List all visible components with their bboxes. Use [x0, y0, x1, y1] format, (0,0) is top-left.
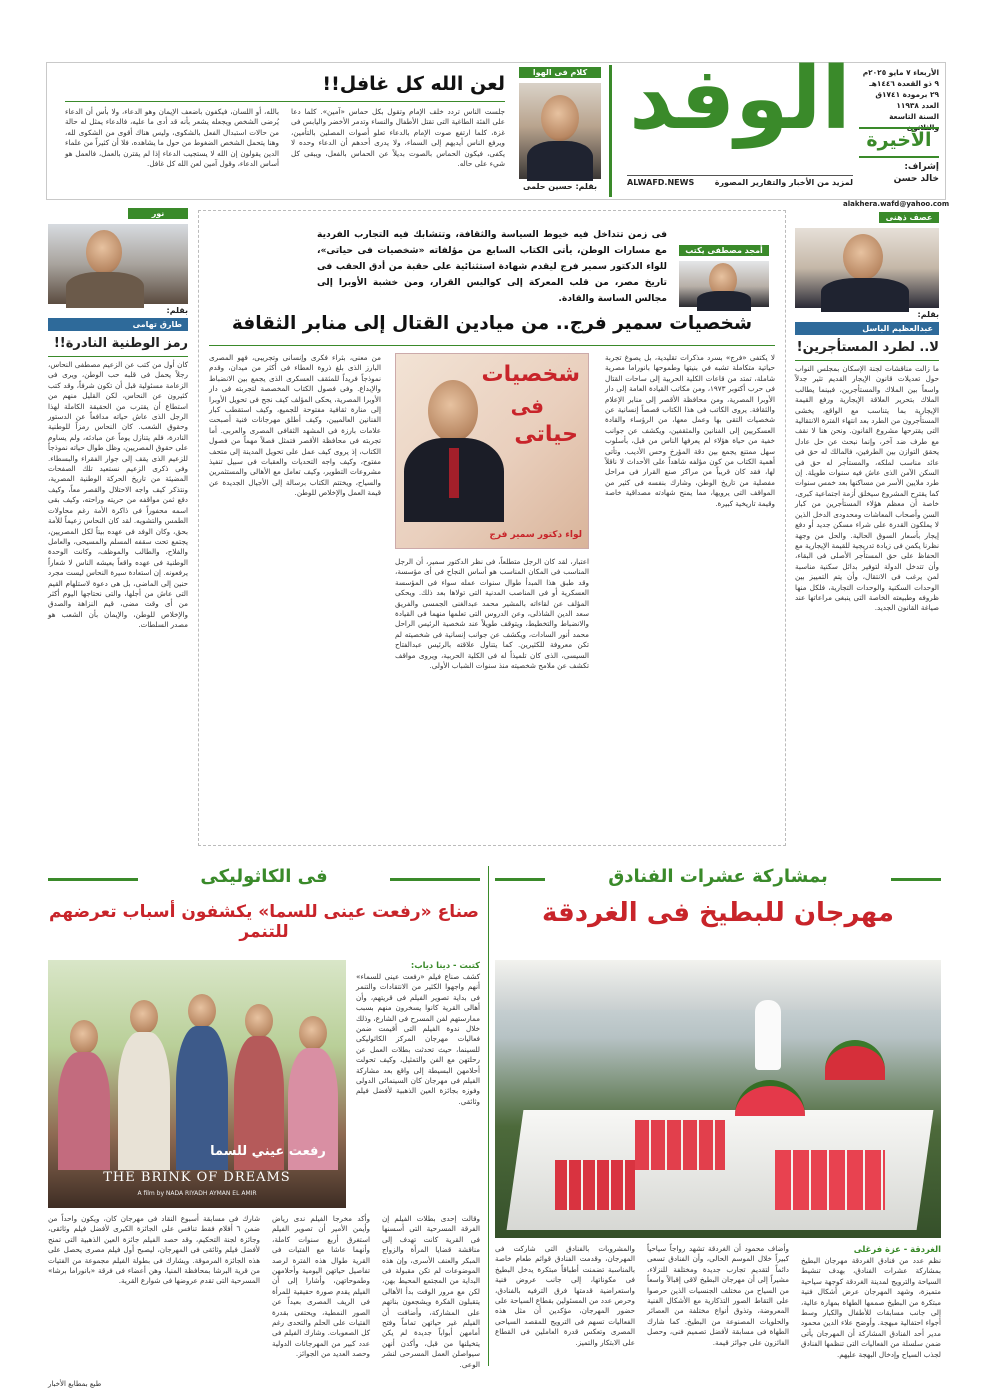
- poster-girl-1-body: [58, 1052, 110, 1170]
- bottom-right-headline: مهرجان للبطيخ فى الغردقة: [542, 898, 894, 928]
- photo-melon-3: [635, 1120, 725, 1170]
- poster-girl-1: [58, 1020, 110, 1170]
- left-column-title-rule: [48, 356, 188, 357]
- photo-melon-4: [555, 1160, 635, 1210]
- left-opinion-column: [48, 208, 188, 848]
- poster-girl-2: [118, 1000, 170, 1170]
- right-column-title-rule: [795, 360, 939, 361]
- center-author-suit: [697, 291, 751, 311]
- left-author-suit: [66, 272, 144, 308]
- masthead-info: [859, 67, 939, 133]
- poster-title-en: THE BRINK OF DREAMS: [103, 1170, 291, 1185]
- supervision-label: إشراف:: [904, 162, 939, 172]
- book-author-name: لواء دكتور سمير فرج: [489, 530, 582, 540]
- author-suit: [527, 141, 593, 181]
- center-article: [198, 210, 786, 846]
- top-column-tag: كلام فى الهوا: [519, 67, 601, 78]
- book-author-tie: [449, 448, 459, 498]
- left-column-byline-label: بقلم:: [166, 306, 188, 315]
- date-line-3: ٢٩ برمودة ١٧٤١ق: [875, 90, 939, 99]
- right-column-title: لا.. لطرد المستأجرين!: [796, 340, 939, 355]
- bottom-left-headline: صناع «رفعت عينى للسما» يكشفون أسباب تعرضهم للتنمر: [49, 902, 479, 942]
- bottom-left-kicker-rule-b: [48, 878, 138, 881]
- book-author-face: [428, 380, 478, 442]
- top-column-title-rule: [65, 101, 505, 102]
- masthead-slogan-bar: [627, 175, 853, 189]
- left-column-author: طارق تهامى: [48, 318, 188, 331]
- center-article-tag: أمجد مصطفى يكتب: [679, 245, 769, 256]
- right-author-suit: [821, 278, 909, 312]
- bottom-left-dateline: كتبت - دينا دياب:: [410, 960, 480, 970]
- masthead-info-rule-2: [859, 156, 939, 158]
- year-label: السنة التاسعة: [889, 112, 939, 121]
- slogan-text: لمزيد من الأخبار والتقارير المصورة: [714, 178, 853, 187]
- bottom-right-kicker: بمشاركة عشرات الفنادق: [608, 866, 828, 887]
- bottom-right-col-3: والمشروبات بالفنادق التى شاركت فى المهرجان، وقدمت الفنادق قوائم طعام خاصة بالمناسبة تضمنت أطباقاً مبتكرة يدخل البطيخ فى مكوناتها، إلى جانب عروض فنية واستعراضية قدمتها فرق الترفيه بالفنادق، وحرص عدد من المسئولين بقطاع السياحة على حضور المهرجان، مؤكدين أن مثل هذه الفعاليات تسهم فى الترويج للمقصد السياحى المصرى وتعكس قدرة العاملين فى القطاع على الابتكار والتميز.: [495, 1244, 635, 1347]
- right-column-author: عبدالعظيم الباسل: [795, 322, 939, 335]
- bottom-left-col-2: وقالت إحدى بطلات الفيلم إن الفرقة المسرحية التى أسسنها فى القرية كانت تهدف إلى مناقشة قضايا المرأة والزواج المبكر والعنف الأسرى، وإن هذه الموضوعات لم تكن مقبولة فى البداية من المجتمع المحيط بهن، لكن مع مرور الوقت بدأ الأهالى يتقبلون الفكرة ويشجعون بناتهم على المشاركة، وأضافت أن الفيلم غير حياتهن تماماً وفتح أمامهن أبواباً جديدة لم يكن يتخيلنها من قبل، وأكدن أنهن سيواصلن العمل المسرحى لنشر الوعى.: [382, 1214, 480, 1369]
- poster-girl-3-face: [188, 994, 216, 1028]
- left-column-body: كان أول من كتب عن الزعيم مصطفى النحاس، رجلاً يحمل فى قلبه حب الوطن، ويرى فى الزعامة مسئولية قبل أن تكون شرفاً، وقد كتب كثيرون عن النحاس، لكن القليل منهم من استطاع أن يقترب من الحقيقة الكاملة لهذا الرجل الذى عاش حياته مدافعاً عن الدستور وحقوق الشعب. كان النحاس رمزاً للوطنية النادرة، فلم يتنازل يوماً عن مبادئه، ولم يساوم على حقوق المصريين، وظل طوال حياته نموذجاً للزعيم الذى يقف إلى جوار الفقراء والبسطاء. وفى ذكرى الزعيم نستعيد تلك الصفحات المضيئة من تاريخ الحركة الوطنية المصرية، ونتذكر كيف واجه الاحتلال والقصر معاً، وكيف دفع ثمن مواقفه من حريته وراحته، وكيف بقى اسمه محفوراً فى ذاكرة الأمة رغم محاولات الطمس والتشويه. لقد كان النحاس زعيماً للأمة بحق، وكان الوفد فى عهده بيتاً لكل المصريين، يجتمع تحت سقفه المسلم والمسيحى، والعامل والفلاح، والطالب والموظف، وكانت الوحدة الوطنية فى عهده واقعاً يعيشه الناس لا شعاراً يرفعونه. إن استعادة سيرة النحاس ليست مجرد حنين إلى الماضى، بل هى دعوة لاستلهام القيم التى عاش من أجلها، والتى نحتاجها اليوم أكثر من أى وقت مضى، قيم النزاهة والصدق والإخلاص للوطن، والإيمان بأن الشعب هو مصدر السلطات.: [48, 360, 188, 630]
- left-column-title: رمز الوطنية النادرة!!: [53, 336, 188, 351]
- issue-number: العدد ١١٩٣٨: [896, 101, 939, 110]
- supervision: [859, 161, 939, 185]
- top-column-body-1: جلست الناس تردد خلف الإمام وتقول بكل حماس «آمين». كلما دعا على الفئة الطاغية التى تقتل الأطفال والنساء وتدمر الأخضر واليابس فى غزة، كلما ارتفع صوت الإمام بالدعاء تعلو أصوات المصلين بالتأمين، ويرفع الناس أيديهم إلى السماء، ولا يدرى أحدهم أن الدعاء وحده لا يكفى، فيكون الحماس بالصوت بديلاً عن الحماس بالفعل، ويبقى كل شيء على حاله.: [291, 107, 505, 169]
- top-column-body-2: بالله، أو اللسان، فيكفون باضعف الإيمان وهو الدعاء، ولا بأس أن الدعاء يُرضى الشخص ويجعله يشعر بأنه قد أدى ما عليه، فالدعاء يمثل له حالة من حالات استبدال الفعل بالشكوى، وليس هناك أقوى من الشكوى لله، وهنا يتحمل الشخص الضغوط من حول ما يشاهده، فلا أن كثيراً من علماء الدين يقولون إن الله لا يستجيب الدعاء إذا لم يقترن بالعمل، فالعمل هو أساس الدعاء، وقول آمين لعن الله كل غافل.: [65, 107, 279, 169]
- top-column-separator: [609, 65, 612, 197]
- date-line-2: ٩ ذو القعدة ١٤٤٦هـ: [869, 79, 939, 88]
- top-column-byline: بقلم: حسين حلمى: [523, 182, 597, 191]
- poster-girl-1-face: [70, 1020, 98, 1054]
- supervisor-name: خالد حسن: [893, 174, 939, 184]
- top-column-author-photo: [519, 83, 601, 179]
- book-cover: [395, 353, 589, 549]
- bottom-right-kicker-rule-a: [891, 878, 941, 881]
- masthead-band: [46, 49, 946, 200]
- center-article-author-photo: [679, 261, 769, 307]
- book-author-portrait: [404, 372, 504, 522]
- poster-girl-2-face: [130, 1000, 158, 1034]
- photo-tent-roof: [495, 960, 941, 1010]
- right-author-face: [843, 234, 883, 280]
- website-text[interactable]: ALWAFD.NEWS: [627, 178, 695, 187]
- top-column-title: لعن الله كل غافل!!: [322, 73, 505, 95]
- bottom-right-col-1: نظم عدد من فنادق الغردقة مهرجان البطيخ بمشاركة عشرات الفنادق، بهدف تنشيط السياحة والترويج لمدينة الغردقة كوجهة سياحية متميزة، وشهد المهرجان عرض أشكال فنية مبتكرة من البطيخ صممها الطهاة بمهارة عالية، إلى جانب مسابقات للأطفال والكبار وسط أجواء احتفالية مبهجة. وأوضح علاء الدين محمود مدير أحد الفنادق المشاركة أن المهرجان يأتى ضمن سلسلة من الفعاليات التى تنظمها الفنادق لجذب السياح وإدخال البهجة عليهم.: [801, 1256, 941, 1359]
- right-column-author-photo: [795, 228, 939, 308]
- photo-chef: [755, 1000, 781, 1070]
- bottom-right-kicker-rule-b: [495, 878, 545, 881]
- watermelon-festival-photo: [495, 960, 941, 1238]
- bottom-left-col-4: شارك فى مسابقة أسبوع النقاد فى مهرجان كان، ويكون واحداً من ضمن ٦ أفلام فقط تنافس على الجائزة الكبرى لأفضل فيلم وثائقى، وجائزة لجنة التحكيم، وقد حصد الفيلم جائزة العين الذهبية التى تمنح لأفضل فيلم وثائقى فى المهرجان، ليصبح أول فيلم مصرى يحصل على هذه الجائزة المرموقة. ويشارك فى بطولة الفيلم مجموعة من الفتيات من قرية البرشا بمحافظة المنيا، وهن أعضاء فى فرقة «بانوراما برشا» المسرحية التى تقدم عروضها فى شوارع القرية.: [48, 1214, 260, 1286]
- book-title-3: حياتى: [514, 422, 578, 447]
- right-column-byline-label: بقلم:: [917, 310, 939, 319]
- center-article-col-1: لا يكتفى «فرج» بسرد مذكرات تقليدية، بل يصوغ تجربة حياتية متكاملة تشبه في بنيتها وطموحها بانوراما مصرية شاملة، تمتد من قاعات الكلية الحربية إلى ساحات القتال فى حرب أكتوبر ١٩٧٣، ومن مكاتب القيادة العامة إلى دار الأوبرا المصرية، ومن محافظة الأقصر إلى منابر الإعلام والثقافة. يروى الكاتب فى هذا الكتاب قصصاً إنسانية عن شخصيات التقى بها وعمل معها، من الرؤساء والقادة العسكريين إلى الفنانين والمثقفين، ويكشف عن جوانب خفية من حياة هؤلاء لم يعرفها الناس من قبل، بأسلوب سهل ممتنع يجمع بين دقة المؤرخ وحس الأديب. وتأتى أهمية الكتاب من كون مؤلفه شاهداً على الأحداث لا ناقلاً لها، فقد كان قريباً من مراكز صنع القرار فى مراحل مفصلية من تاريخ الوطن، وشارك بنفسه فى كثير من المواقف التى يرويها، مما يمنح شهادته مصداقية خاصة وقيمة تاريخية كبيرة.: [605, 353, 775, 508]
- section-name: الأخيرة: [866, 129, 932, 151]
- bottom-left-kicker-rule-a: [390, 878, 480, 881]
- poster-girl-2-body: [118, 1032, 170, 1170]
- footer-printer: طبع بمطابع الأخبار: [48, 1380, 102, 1388]
- center-article-headline-rule: [209, 345, 775, 346]
- newspaper-logo: الوفد: [629, 49, 851, 149]
- masthead-email[interactable]: alakhera.wafd@yahoo.com: [843, 200, 950, 208]
- date-line-1: الأربعاء ٧ مايو ٢٠٢٥م: [862, 68, 939, 77]
- center-article-headline: شخصيات سمير فرج.. من ميادين القتال إلى منابر الثقافة: [231, 313, 753, 334]
- left-author-face: [86, 230, 122, 274]
- bottom-left-col-3: وأكد مخرجا الفيلم ندى رياض وأيمن الأمير أن تصوير الفيلم استغرق أربع سنوات كاملة، وأنهما عاشا مع الفتيات فى القرية طوال هذه الفترة لرصد تفاصيل حياتهن اليومية وأحلامهن وطموحاتهن، وأشارا إلى أن الفيلم يقدم صورة حقيقية للمرأة فى الريف المصرى بعيداً عن الصور النمطية، ويحتفى بقدرة الفتيات على الحلم والتحدى رغم كل الصعوبات. وشارك الفيلم فى عدد كبير من المهرجانات الدولية وحصد العديد من الجوائز.: [272, 1214, 370, 1359]
- top-column: [53, 65, 605, 197]
- photo-melon-2: [735, 1080, 805, 1116]
- book-title-2: فى: [510, 394, 544, 418]
- bottom-right-article: [495, 862, 941, 1372]
- bottom-left-col-1: كشف صناع فيلم «رفعت عينى للسماء» أنهم واجهوا الكثير من الانتقادات والتنمر فى بداية تصوير الفيلم فى قريتهم، وأن أهالى القرية كانوا يسخرون منهم بسبب ممارستهم لفن المسرح فى الشارع، وذلك خلال ندوة الفيلم التى أقيمت ضمن فعاليات مهرجان المركز الكاثوليكى للسينما، حيث تحدثت بطلات العمل عن رحلتهن مع الفن والتمثيل، وكيف تحولت أحلامهن البسيطة إلى واقع بعد مشاركة الفيلم فى مهرجان كان السينمائى الدولى وفوزه بجائزة العين الذهبية لأفضل فيلم وثائقى.: [356, 972, 480, 1106]
- bottom-left-article: [48, 862, 480, 1372]
- bottom-right-col-2: وأضاف محمود أن الغردقة تشهد رواجاً سياحياً كبيراً خلال الموسم الحالى، وأن الفنادق تسعى دائماً لتقديم تجارب جديدة ومختلفة للنزلاء، مشيراً إلى أن مهرجان البطيخ لاقى إقبالاً واسعاً من السياح من مختلف الجنسيات الذين حرصوا على التقاط الصور التذكارية مع الأشكال الفنية المعروضة، وتذوق أنواع مختلفة من العصائر والحلويات المصنوعة من البطيخ. كما شارك الطهاة فى مسابقة لأفضل تصميم فنى، وحصل الفائزون على جوائز قيمة.: [647, 1244, 789, 1347]
- bottom-right-dateline: الغردقة - عزة فرغلى: [853, 1244, 941, 1254]
- photo-melon-5: [775, 1150, 885, 1210]
- bottom-left-kicker: فى الكاثوليكى: [200, 866, 328, 887]
- left-column-tag: نور: [128, 208, 188, 219]
- poster-girl-5-face: [299, 1016, 327, 1050]
- book-title-1: شخصيات: [481, 362, 580, 387]
- poster-credit: A film by NADA RIYADH AYMAN EL AMIR: [137, 1190, 257, 1197]
- center-article-intro: فى زمن تتداخل فيه خيوط السياسة والثقافة، وتتشابك فيه التجارب الفردية مع مسارات الوطن، يأتى الكتاب السابع من مؤلفاته «شخصيات فى حياتى»، للواء الدكتور سمير فرج ليقدم شهادة استثنائية على حقبة من أدق الحقب فى تاريخ مصر، من قلب المعركة إلى كواليس القرار، ومن خشبة الأوبرا إلى مجالس الساسة والقادة.: [317, 229, 667, 304]
- right-opinion-column: [795, 212, 939, 847]
- center-article-col-2: اعتبار، لقد كان الرجل متطلعاً، فى نظر الدكتور سمير، أن الرجل المناسب فى المكان المناسب هو أساس النجاح فى أى مؤسسة، وقد طبق هذا المبدأ طوال سنوات عمله سواء فى المؤسسة العسكرية أو فى المناصب المدنية التى تولاها بعد ذلك. ويحكى المؤلف عن لقاءاته بالمشير محمد عبدالغنى الجمسى والفريق سعد الدين الشاذلى، وعن الدروس التى تعلمها منهما فى القيادة والانضباط والتخطيط، ويتوقف طويلاً عند شخصية الرئيس الراحل محمد أنور السادات، ويكشف عن جوانب إنسانية فى شخصيته لم تكن معروفة للكثيرين. كما يتناول علاقته بالرئيس عبدالفتاح السيسى، الذى كان تلميذاً له فى الكلية الحربية، ويروى مواقف تكشف عن ملامح شخصيته منذ سنوات الشباب الأولى.: [395, 557, 589, 671]
- left-column-author-photo: [48, 224, 188, 304]
- right-column-body: ما زالت مناقشات لجنة الإسكان بمجلس النواب حول تعديلات قانون الإيجار القديم تثير جدلاً واسعاً بين الملاك والمستأجرين، فبينما يطالب الملاك بتحرير العلاقة الإيجارية ورفع القيمة الإيجارية بما يتناسب مع الواقع، يخشى المستأجرون من الطرد بعد انتهاء الفترة الانتقالية التى يقترحها مشروع القانون. ونحن هنا لا نقف مع طرف ضد آخر، وإنما نبحث عن حل عادل يحقق التوازن بين الطرفين، فالمالك له حق فى عائد مناسب لملكه، والمستأجر له حق فى السكن الآمن الذى عاش فيه سنوات طويلة. إن طرد ملايين الأسر من مساكنها بعد خمس سنوات كما يقترح المشروع سيخلق أزمة اجتماعية كبرى، خاصة أن معظم هؤلاء المستأجرين من كبار السن وأصحاب المعاشات ومحدودى الدخل الذين لا يملكون القدرة على شراء مسكن جديد أو دفع إيجار بأسعار السوق الحالية. والحل من وجهة نظرنا يكمن فى زيادة تدريجية للقيمة الإيجارية مع الحفاظ على حق المستأجر الأصلى فى البقاء، وأن تتدخل الدولة لتوفير بدائل سكنية مناسبة لمن يرغب فى الانتقال، وأن يتم التمييز بين الوحدات السكنية والوحدات التجارية، فلكل منها ظروفه وطبيعته الخاصة التى ينبغى مراعاتها عند صياغة القانون الجديد.: [795, 364, 939, 613]
- author-face: [541, 95, 579, 141]
- film-poster: [48, 960, 346, 1208]
- bottom-articles-divider: [488, 866, 489, 1366]
- masthead-logo-block: [615, 49, 945, 199]
- poster-title-ar: رفعت عيني للسما: [210, 1144, 326, 1159]
- right-column-tag: عصف ذهنى: [879, 212, 939, 223]
- photo-melon-1: [825, 1040, 885, 1080]
- center-article-col-3: من معنى، بثراء فكرى وإنسانى وتجريبى، فهو المصرى البارز الذى بلغ ذروة العطاء فى أكثر من ميدان، وقدم نموذجاً فريداً للمثقف العسكرى الذى يجمع بين الانضباط والإبداع. وفى فصول الكتاب المخصصة لتجربته فى دار الأوبرا المصرية، يحكى المؤلف كيف نجح فى تحويل الأوبرا إلى منارة ثقافية مفتوحة للجميع، وكيف استقطب كبار الفنانين العالميين، وكيف أطلق مهرجانات فنية أصبحت علامات بارزة فى المشهد الثقافى المصرى والعربى. أما تجربته فى محافظة الأقصر فتمثل فصلاً مهماً من فصول الكتاب، إذ يروى كيف عمل على تحويل المدينة إلى متحف مفتوح، وكيف واجه التحديات والعقبات فى سبيل تنفيذ مشروعات التطوير، وكيف تعامل مع الأهالى والمستثمرين والسياح، ويختتم الكتاب برسالة إلى الأجيال الجديدة عن قيمة العمل والإخلاص للوطن.: [209, 353, 381, 498]
- poster-girl-4-face: [245, 1004, 273, 1038]
